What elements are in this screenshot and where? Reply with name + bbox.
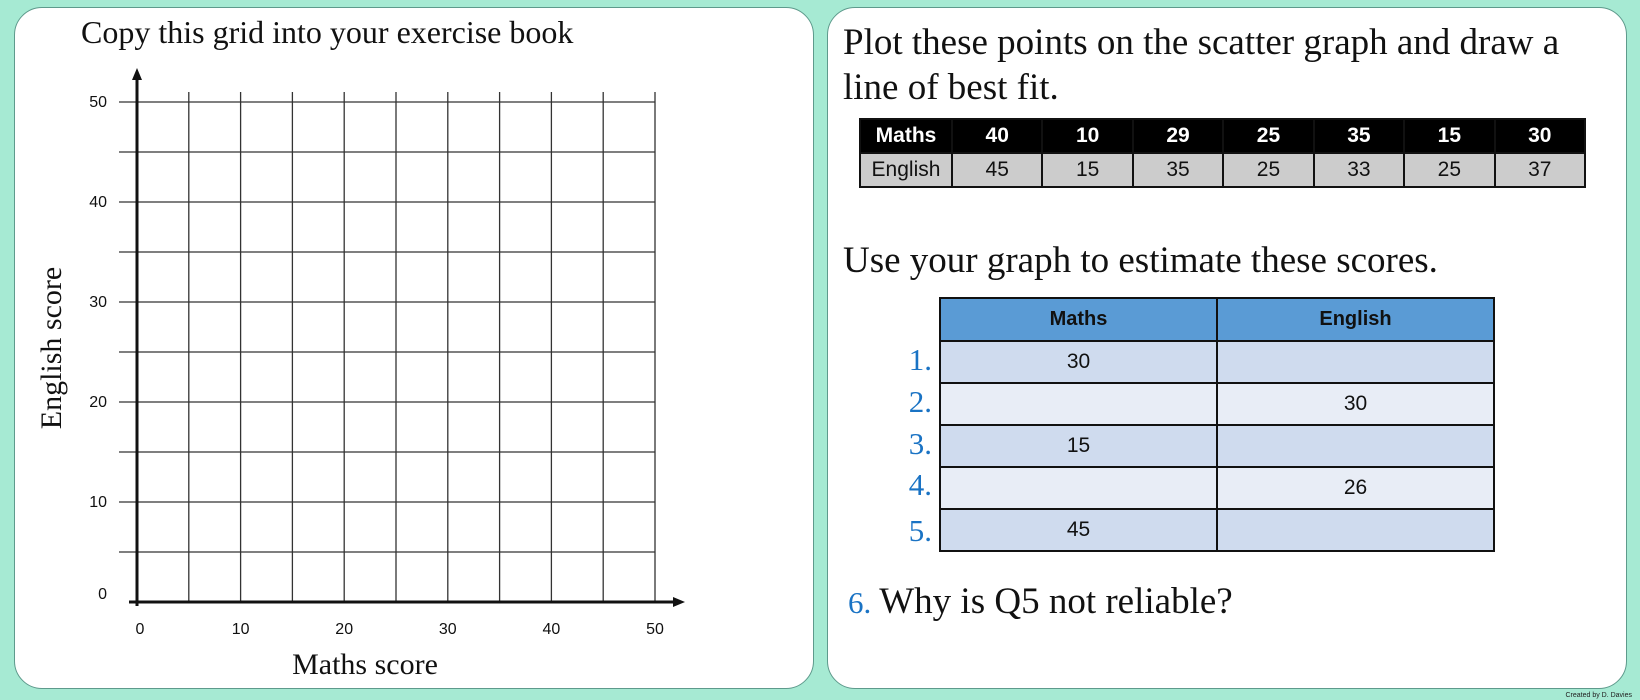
maths-value: 35: [1314, 119, 1404, 153]
question-number: 3.: [908, 426, 932, 461]
maths-cell[interactable]: 45: [940, 509, 1217, 551]
y-axis-arrow: [132, 68, 142, 80]
grid-panel: [14, 7, 814, 689]
x-tick-label: 0: [135, 621, 145, 638]
english-value: 25: [1223, 153, 1313, 187]
table-row: [940, 509, 1494, 551]
data-table: [859, 118, 1586, 188]
english-value: 25: [1404, 153, 1494, 187]
estimate-instruction: Use your graph to estimate these scores.: [843, 240, 1438, 281]
english-cell[interactable]: 30: [1217, 383, 1494, 425]
question-6-text: Why is Q5 not reliable?: [879, 581, 1233, 622]
maths-value: 40: [952, 119, 1042, 153]
y-tick-label: 20: [89, 394, 107, 411]
maths-value: 29: [1133, 119, 1223, 153]
english-cell[interactable]: [1217, 509, 1494, 551]
table-row: [940, 425, 1494, 467]
maths-value: 25: [1223, 119, 1313, 153]
y-tick-label: 10: [89, 494, 107, 511]
x-tick-label: 20: [335, 621, 354, 638]
maths-cell[interactable]: [940, 383, 1217, 425]
english-header: English: [1217, 298, 1494, 341]
x-axis-title: Maths score: [292, 648, 438, 681]
maths-value: 30: [1495, 119, 1585, 153]
question-number: 4.: [908, 467, 932, 502]
table-row: [940, 383, 1494, 425]
y-tick-label: 50: [89, 94, 107, 111]
y-axis-title: English score: [35, 266, 68, 430]
estimate-header-row: [940, 298, 1494, 341]
english-cell[interactable]: [1217, 341, 1494, 383]
x-tick-label: 10: [231, 621, 250, 638]
maths-value: 15: [1404, 119, 1494, 153]
maths-value: 10: [1042, 119, 1132, 153]
english-cell[interactable]: 26: [1217, 467, 1494, 509]
english-row: [860, 153, 1585, 187]
x-tick-label: 50: [646, 621, 664, 638]
y-tick-label: 40: [89, 194, 107, 211]
credit-text: Created by D. Davies: [1565, 692, 1632, 699]
english-value: 15: [1042, 153, 1132, 187]
maths-cell[interactable]: [940, 467, 1217, 509]
english-value: 33: [1314, 153, 1404, 187]
grid-title: Copy this grid into your exercise book: [81, 14, 574, 50]
english-value: 35: [1133, 153, 1223, 187]
question-number: 1.: [908, 342, 932, 377]
x-axis-arrow: [673, 597, 685, 607]
y-tick-label: 30: [89, 294, 107, 311]
english-value: 37: [1495, 153, 1585, 187]
english-cell[interactable]: [1217, 425, 1494, 467]
maths-row: [860, 119, 1585, 153]
y-tick-label: 0: [98, 586, 107, 603]
maths-cell[interactable]: 30: [940, 341, 1217, 383]
table-row: [940, 341, 1494, 383]
questions-panel: [827, 7, 1627, 689]
question-number: 5.: [908, 513, 932, 548]
english-label: English: [860, 153, 952, 187]
x-tick-label: 40: [542, 621, 561, 638]
maths-label: Maths: [860, 119, 952, 153]
x-tick-label: 30: [438, 621, 457, 638]
estimate-table: [939, 297, 1495, 552]
question-number: 6.: [848, 585, 872, 620]
blank-grid: [15, 8, 815, 690]
question-number: 2.: [908, 384, 932, 419]
maths-cell[interactable]: 15: [940, 425, 1217, 467]
question-6: [848, 580, 1233, 623]
maths-header: Maths: [940, 298, 1217, 341]
english-value: 45: [952, 153, 1042, 187]
table-row: [940, 467, 1494, 509]
instruction-text: Plot these points on the scatter graph and draw a line of best fit.: [843, 22, 1560, 108]
